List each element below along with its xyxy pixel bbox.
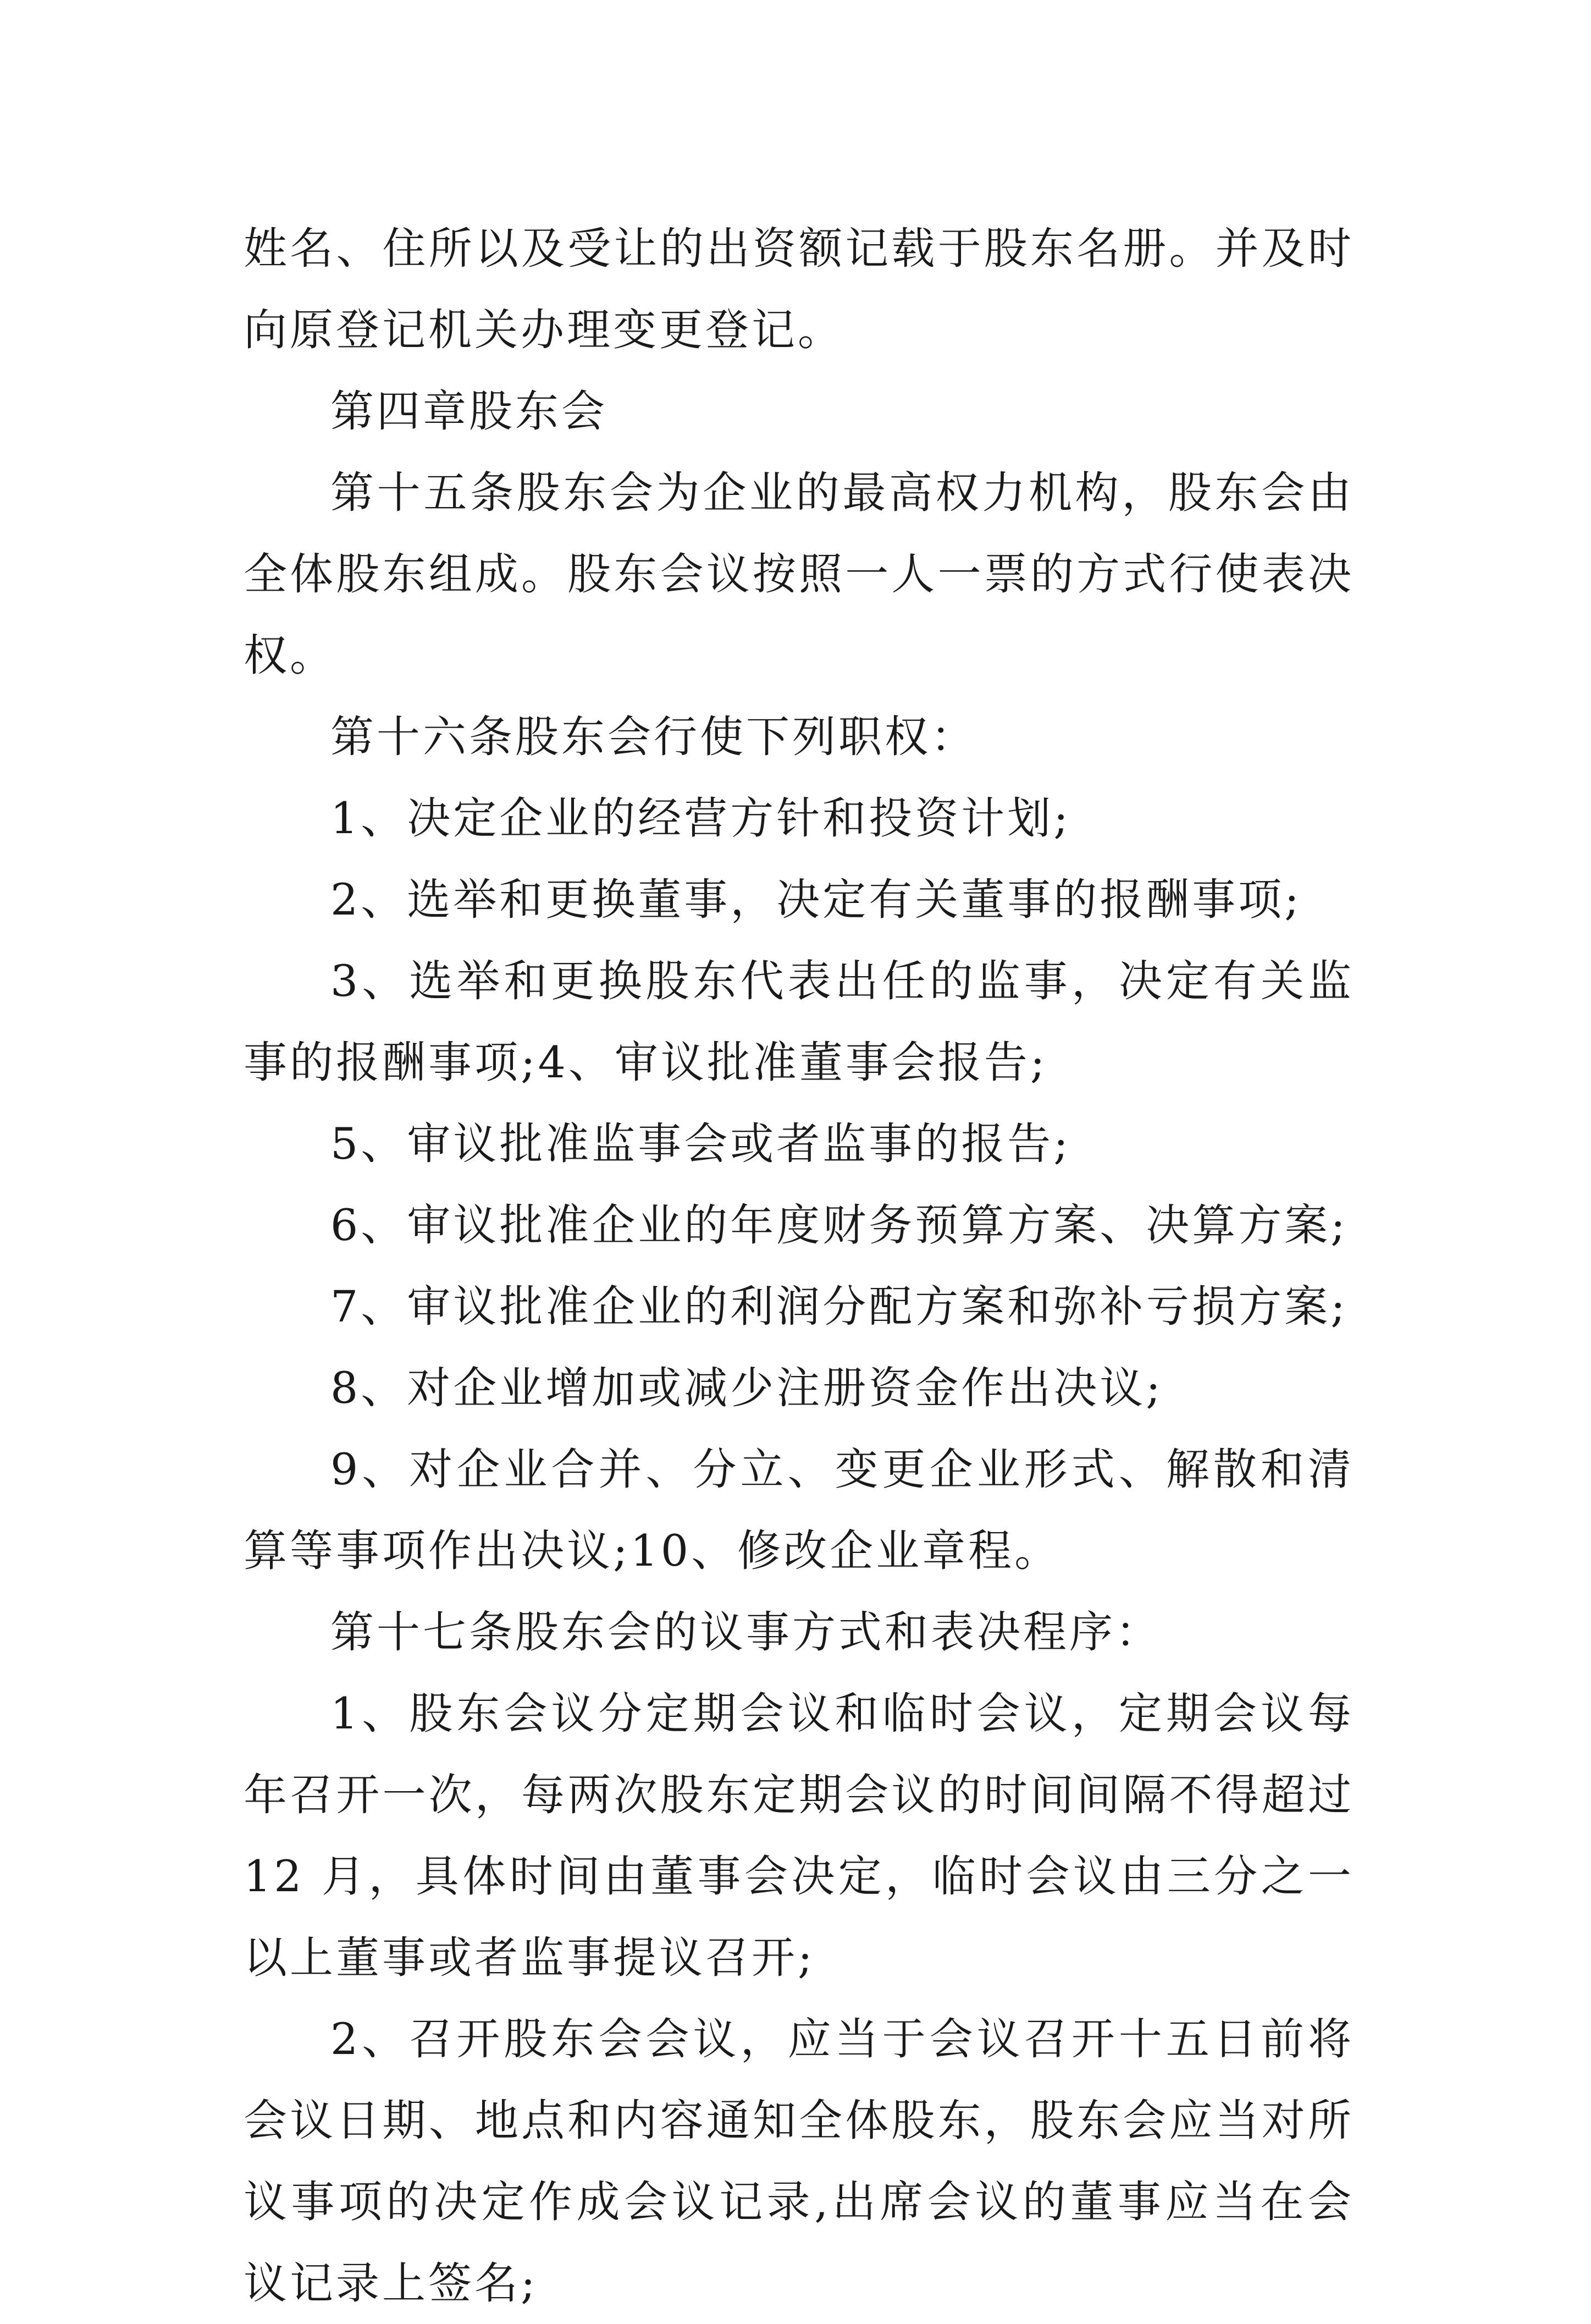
list-item: 1、决定企业的经营方针和投资计划; — [330, 793, 1071, 844]
list-item: 9、对企业合并、分立、变更企业形式、解散和清算等事项作出决议;10、修改企业章程。 — [244, 1444, 1354, 1576]
list-item: 3、选举和更换股东代表出任的监事，决定有关监事的报酬事项;4、审议批准董事会报告; — [244, 956, 1354, 1088]
chapter-heading: 第四章股东会 — [330, 386, 607, 437]
list-item: 6、审议批准企业的年度财务预算方案、决算方案; — [330, 1200, 1348, 1251]
article-16: 第十六条股东会行使下列职权： — [330, 712, 977, 762]
list-item: 1、股东会议分定期会议和临时会议，定期会议每年召开一次，每两次股东定期会议的时间间隔不得超过 12 月，具体时间由董事会决定，临时会议由三分之一以上董事或者监事提议召开; — [244, 1688, 1354, 1983]
article-15: 第十五条股东会为企业的最高权力机构，股东会由全体股东组成。股东会议按照一人一票的方式行使表决权。 — [244, 467, 1354, 681]
list-item: 5、审议批准监事会或者监事的报告; — [330, 1119, 1071, 1169]
document-body — [244, 208, 1354, 2324]
article-17: 第十七条股东会的议事方式和表决程序： — [330, 1607, 1162, 1657]
list-item: 2、选举和更换董事，决定有关董事的报酬事项; — [330, 874, 1302, 925]
list-item: 2、召开股东会会议，应当于会议召开十五日前将会议日期、地点和内容通知全体股东，股东会应当对所议事项的决定作成会议记录,出席会议的董事应当在会议记录上签名; — [244, 2014, 1354, 2309]
paragraph-continuation: 姓名、住所以及受让的出资额记载于股东名册。并及时向原登记机关办理变更登记。 — [244, 223, 1354, 355]
list-item: 8、对企业增加或减少注册资金作出决议; — [330, 1363, 1163, 1413]
list-item: 7、审议批准企业的利润分配方案和弥补亏损方案; — [330, 1281, 1348, 1332]
